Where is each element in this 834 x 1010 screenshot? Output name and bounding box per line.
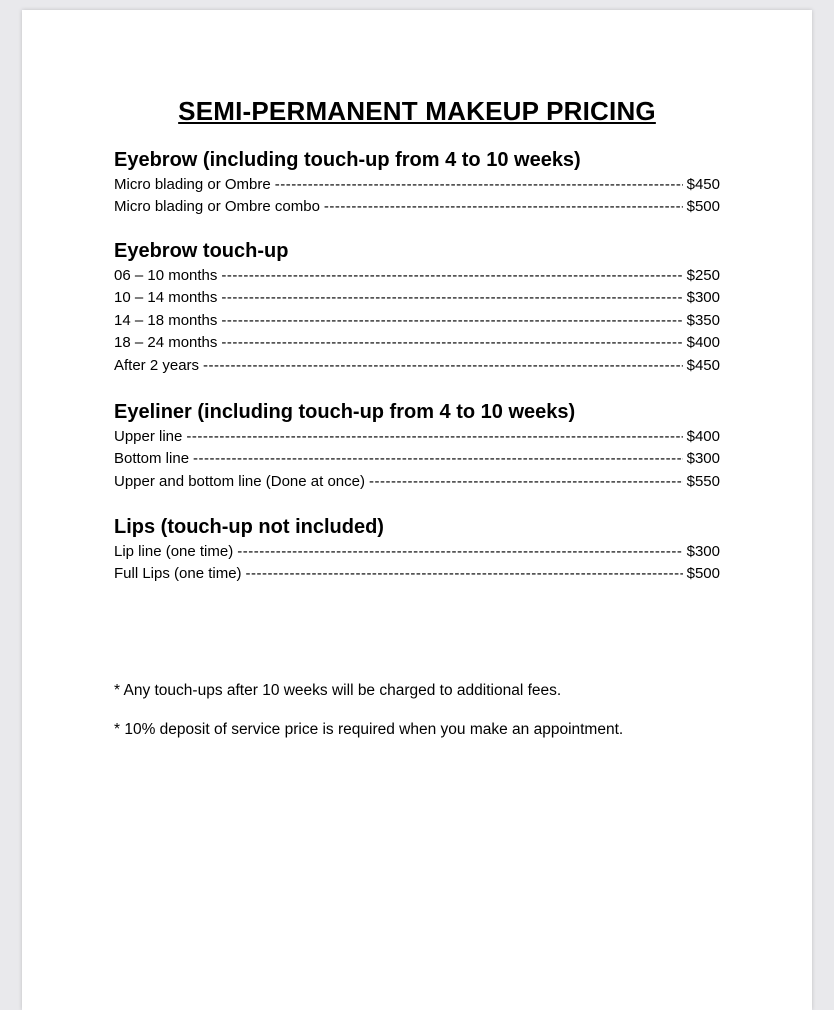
service-price: $350 [686,311,720,329]
dotted-leader [237,541,682,563]
service-label: Full Lips (one time) [114,565,242,583]
service-label: Micro blading or Ombre [114,176,271,193]
section-eyeliner [114,398,720,493]
dotted-leader [221,287,682,309]
service-price: $300 [686,543,720,560]
price-list [114,426,720,493]
section-heading: Eyeliner (including touch-up from 4 to 10 weeks) [114,401,576,423]
section-heading: Eyebrow touch-up [114,240,289,262]
service-label: Upper line [114,428,183,445]
service-price: $400 [686,334,720,352]
service-label: Upper and bottom line (Done at once) [114,472,365,490]
price-row [114,287,720,309]
service-label: Bottom line [114,450,190,468]
section-eyebrow [114,146,720,219]
document-page [22,10,812,1010]
price-list [114,541,720,586]
dotted-leader [186,426,682,448]
footnote-touch-up-fees: * Any touch-ups after 10 weeks will be charged to additional fees. [114,682,562,699]
dotted-leader [193,448,683,470]
price-row [114,541,720,563]
footnote-deposit: * 10% deposit of service price is required when you make an appointment. [114,721,624,738]
price-row [114,310,720,332]
service-label: After 2 years [114,356,200,374]
service-label: 18 – 24 months [114,334,218,352]
price-row [114,355,720,377]
price-list [114,174,720,219]
service-price: $400 [686,428,720,445]
service-price: $300 [686,450,720,468]
price-list [114,265,720,377]
page-title: SEMI-PERMANENT MAKEUP PRICING [178,96,656,126]
service-label: 10 – 14 months [114,289,218,307]
service-price: $300 [686,289,720,307]
service-label: 14 – 18 months [114,311,218,329]
service-price: $450 [686,356,720,374]
section-heading: Eyebrow (including touch-up from 4 to 10 weeks) [114,149,581,171]
dotted-leader [203,355,683,377]
price-row [114,471,720,493]
price-row [114,174,720,196]
dotted-leader [221,332,682,354]
section-eyebrow-touch-up [114,237,720,377]
dotted-leader [369,471,683,493]
dotted-leader [324,196,683,218]
service-label: Lip line (one time) [114,543,234,560]
price-row [114,448,720,470]
service-price: $550 [686,472,720,490]
price-row [114,563,720,585]
price-row [114,332,720,354]
service-price: $500 [686,565,720,583]
service-price: $450 [686,176,720,193]
price-row [114,265,720,287]
dotted-leader [221,310,682,332]
service-price: $500 [686,198,720,216]
service-price: $250 [686,267,720,284]
price-row [114,196,720,218]
service-label: 06 – 10 months [114,267,218,284]
section-heading: Lips (touch-up not included) [114,516,384,538]
service-label: Micro blading or Ombre combo [114,198,320,216]
dotted-leader [221,265,682,287]
dotted-leader [246,563,683,585]
section-lips [114,513,720,586]
price-row [114,426,720,448]
dotted-leader [275,174,683,196]
